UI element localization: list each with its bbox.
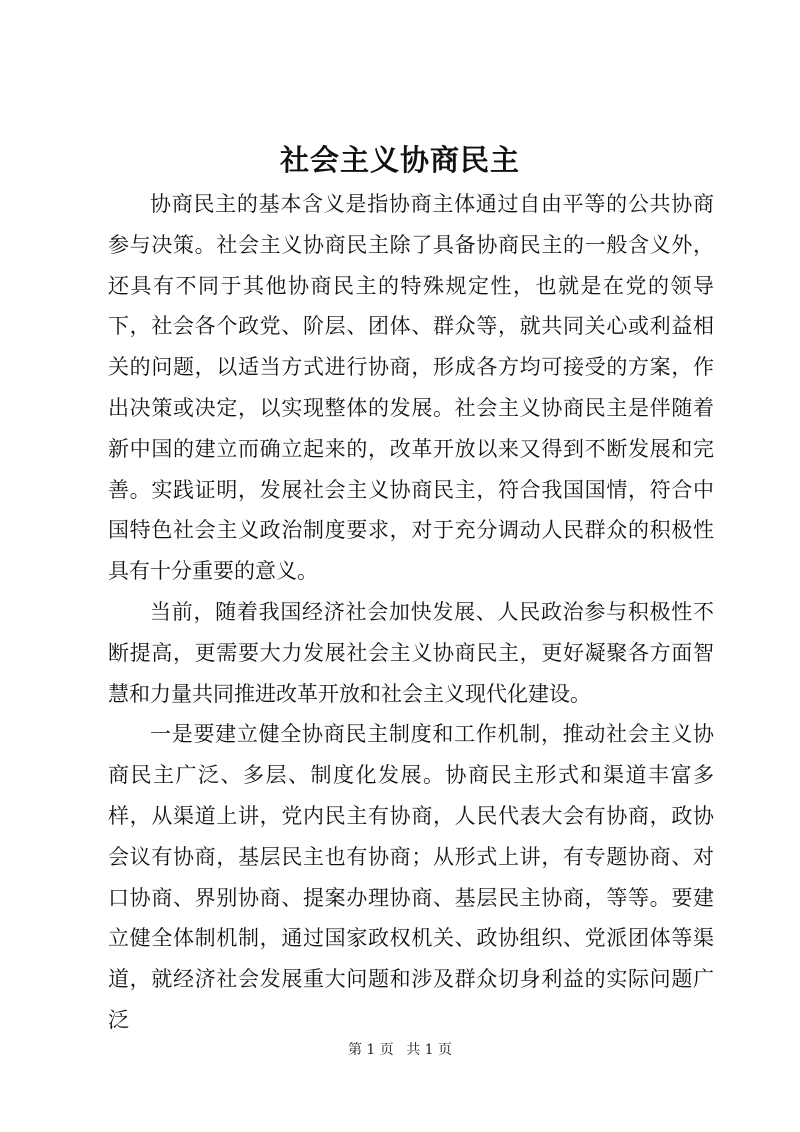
- page-number: 第 1 页: [347, 1042, 394, 1058]
- page-footer: [0, 1040, 800, 1060]
- paragraph: 协商民主的基本含义是指协商主体通过自由平等的公共协商参与决策。社会主义协商民主除了具备协商民主的一般含义外，还具有不同于其他协商民主的特殊规定性，也就是在党的领导下，社会各个政党、阶层、团体、群众等，就共同关心或利益相关的问题，以适当方式进行协商，形成各方均可接受的方案，作出决策或决定，以实现整体的发展。社会主义协商民主是伴随着新中国的建立而确立起来的，改革开放以来又得到不断发展和完善。实践证明，发展社会主义协商民主，符合我国国情，符合中国特色社会主义政治制度要求，对于充分调动人民群众的积极性具有十分重要的意义。: [108, 192, 714, 584]
- document-title: 社会主义协商民主: [279, 143, 520, 177]
- page-total: 共 1 页: [406, 1042, 453, 1058]
- document-body: [108, 184, 714, 1041]
- paragraph: 当前，随着我国经济社会加快发展、人民政治参与积极性不断提高，更需要大力发展社会主义协商民主，更好凝聚各方面智慧和力量共同推进改革开放和社会主义现代化建设。: [108, 599, 714, 706]
- paragraph: 一是要建立健全协商民主制度和工作机制，推动社会主义协商民主广泛、多层、制度化发展。协商民主形式和渠道丰富多样，从渠道上讲，党内民主有协商，人民代表大会有协商，政协会议有协商，基层民主也有协商；从形式上讲，有专题协商、对口协商、界别协商、提案办理协商、基层民主协商，等等。要建立健全体制机制，通过国家政权机关、政协组织、党派团体等渠道，就经济社会发展重大问题和涉及群众切身利益的实际问题广泛: [108, 722, 714, 1032]
